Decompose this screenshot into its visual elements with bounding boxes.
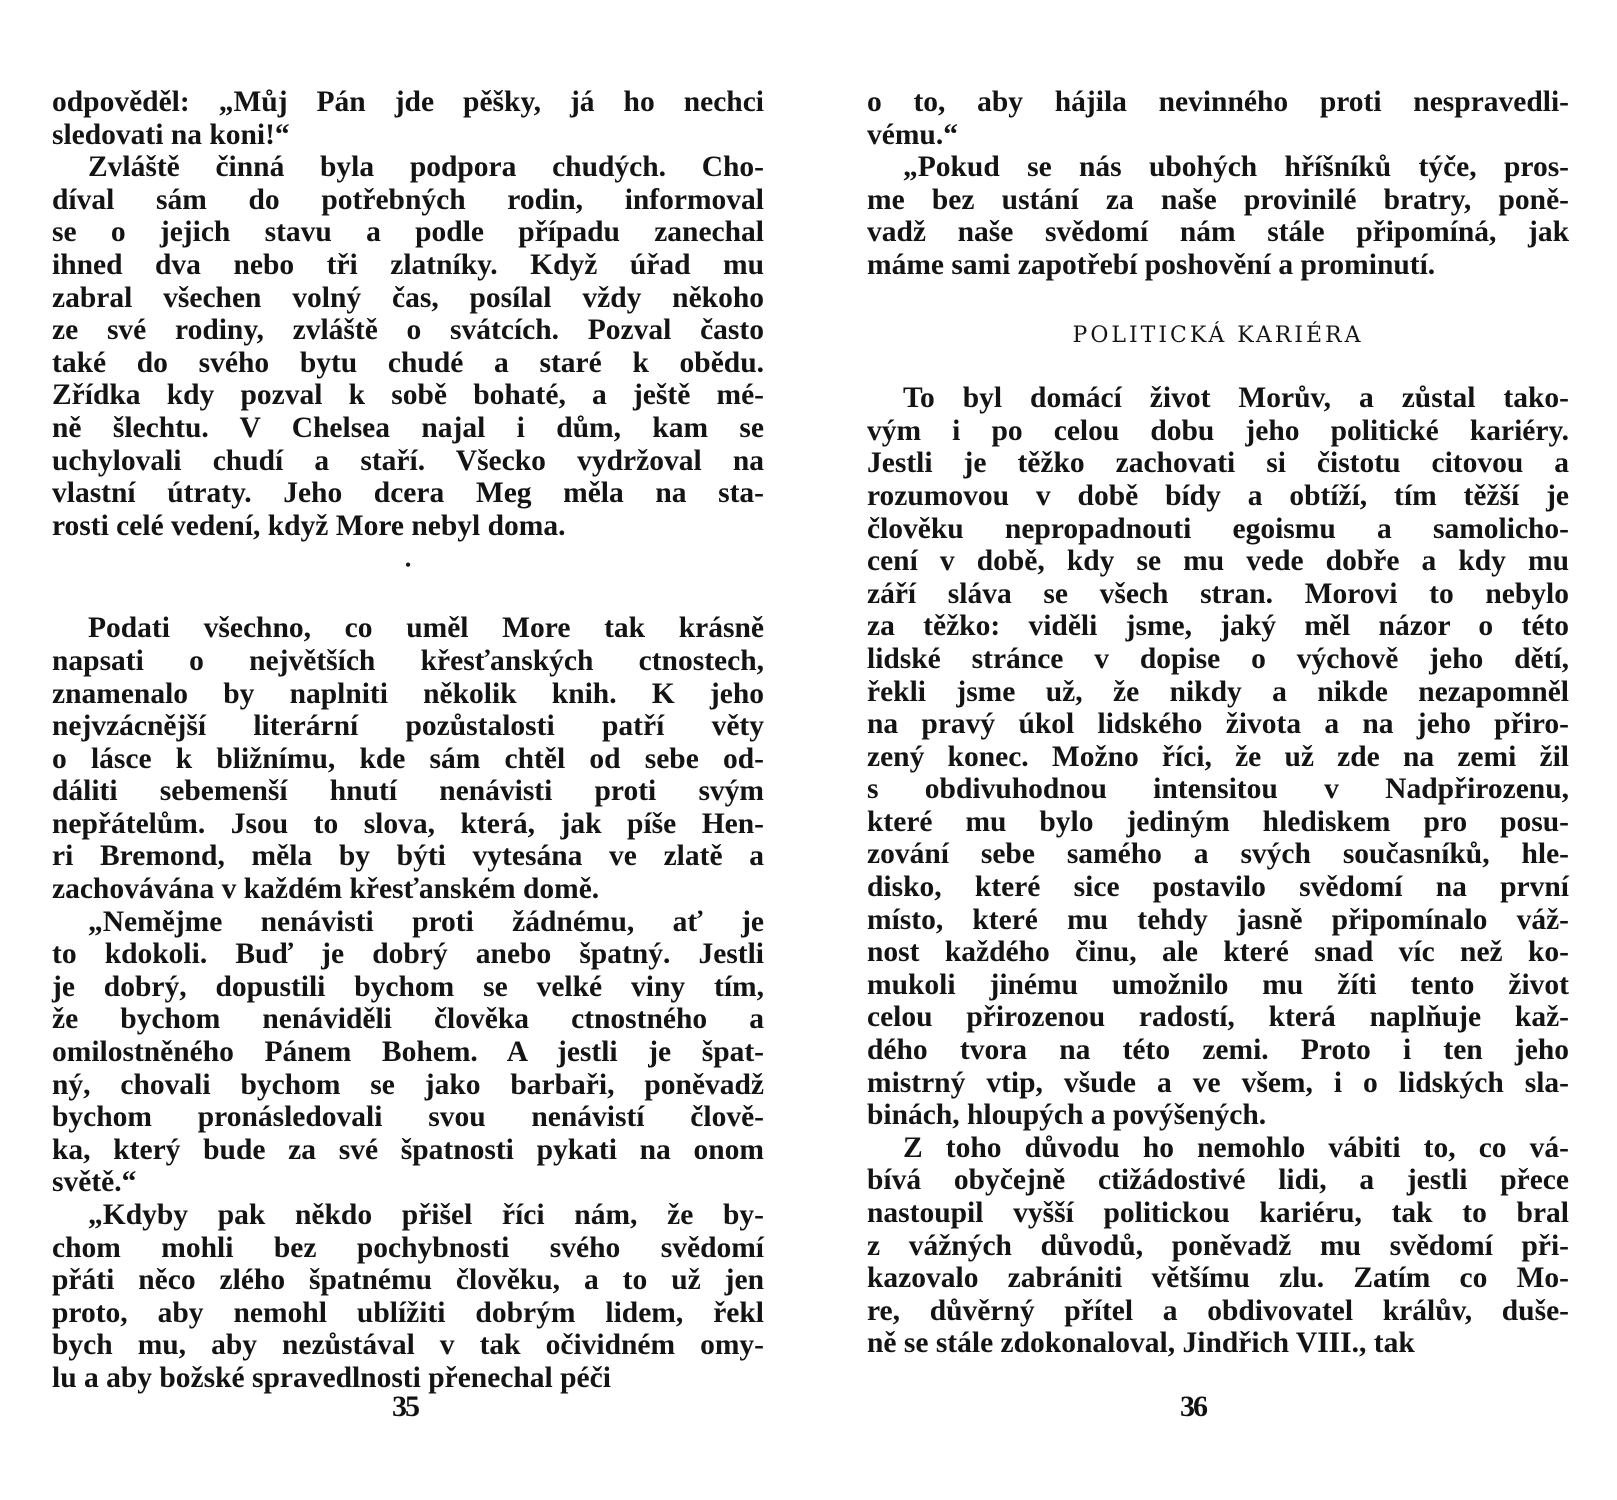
left-page bbox=[52, 86, 764, 1395]
text-line: dého tvora na této zemi. Proto i ten jeho bbox=[867, 1034, 1569, 1067]
text-line: napsati o největších křesťanských ctnostech, bbox=[52, 644, 764, 677]
text-line: bychom pronásledovali svou nenávistí člově- bbox=[52, 1101, 764, 1134]
text-line: disko, které sice postavilo svědomí na první bbox=[867, 871, 1569, 904]
text-line: zachovávána v každém křesťanském domě. bbox=[52, 873, 600, 906]
text-line: září sláva se všech stran. Morovi to nebylo bbox=[867, 577, 1569, 610]
page-number-left: 35 bbox=[392, 1390, 418, 1423]
text-line: ihned dva nebo tři zlatníky. Když úřad mu bbox=[52, 248, 764, 281]
text-line: Z toho důvodu ho nemohlo vábiti to, co vá- bbox=[903, 1131, 1569, 1164]
text-line: „Nemějme nenávisti proti žádnému, ať je bbox=[88, 905, 764, 938]
text-line: člověku nepropadnouti egoismu a samolicho- bbox=[867, 512, 1569, 545]
text-line: z vážných důvodů, poněvadž mu svědomí při- bbox=[867, 1229, 1569, 1262]
text-line: světě.“ bbox=[52, 1166, 137, 1199]
text-line: se o jejich stavu a podle případu zanechal bbox=[52, 216, 764, 249]
text-line: o to, aby hájila nevinného proti nespravedli- bbox=[867, 86, 1569, 118]
text-line: přáti něco zlého špatnému člověku, a to už jen bbox=[52, 1264, 764, 1297]
text-line: které mu bylo jediným hlediskem pro posu- bbox=[867, 805, 1569, 838]
text-line: Zřídka kdy pozval k sobě bohaté, a ještě mé- bbox=[52, 379, 764, 412]
text-line: kazovalo zabrániti většímu zlu. Zatím co Mo- bbox=[867, 1262, 1569, 1295]
text-line: bívá obyčejně ctižádostivé lidi, a jestli přece bbox=[867, 1164, 1569, 1197]
text-line: Podati všechno, co uměl More tak krásně bbox=[88, 612, 764, 645]
text-line: Jestli je těžko zachovati si čistotu citovou a bbox=[867, 447, 1569, 480]
text-line: „Kdyby pak někdo přišel říci nám, že by- bbox=[88, 1199, 764, 1231]
text-line: celou přirozenou radostí, která naplňuje kaž- bbox=[867, 1001, 1569, 1034]
text-line: odpověděl: „Můj Pán jde pěšky, já ho nechci bbox=[52, 86, 764, 118]
text-line: uchylovali chudí a staří. Všecko vydržoval na bbox=[52, 444, 764, 477]
text-line: ri Bremond, měla by býti vytesána ve zlatě a bbox=[52, 840, 764, 873]
text-line: řekli jsme už, že nikdy a nikde nezapomněl bbox=[867, 675, 1569, 708]
text-line: že bychom nenáviděli člověka ctnostného a bbox=[52, 1003, 764, 1036]
text-line: Zvláště činná byla podpora chudých. Cho- bbox=[88, 151, 764, 184]
text-line: rozumovou v době bídy a obtíží, tím těžší je bbox=[867, 479, 1569, 512]
text-line: vému.“ bbox=[867, 118, 958, 151]
text-line: zování sebe samého a svých současníků, hle- bbox=[867, 838, 1569, 871]
text-line: vým i po celou dobu jeho politické kariéry. bbox=[867, 414, 1569, 447]
text-line: binách, hloupých a povýšených. bbox=[867, 1099, 1267, 1132]
text-line: znamenalo by naplniti několik knih. K jeho bbox=[52, 677, 764, 710]
text-line: s obdivuhodnou intensitou v Nadpřirozenu, bbox=[867, 773, 1569, 806]
text-line: lidské stránce v dopise o výchově jeho dětí, bbox=[867, 642, 1569, 675]
text-line: o lásce k bližnímu, kde sám chtěl od sebe od- bbox=[52, 742, 764, 775]
page-number-right: 36 bbox=[1180, 1390, 1206, 1423]
text-line: vlastní útraty. Jeho dcera Meg měla na sta- bbox=[52, 477, 764, 510]
section-ornament: • bbox=[405, 557, 411, 575]
right-page bbox=[867, 86, 1569, 1360]
text-line: To byl domácí život Morův, a zůstal tako- bbox=[903, 382, 1569, 415]
chapter-heading: POLITICKÁ KARIÉRA bbox=[1072, 322, 1364, 348]
text-line: zený konec. Možno říci, že už zde na zemi žil bbox=[867, 740, 1569, 773]
text-line: nepřátelům. Jsou to slova, která, jak píše Hen- bbox=[52, 807, 764, 840]
text-line: proto, aby nemohl ublížiti dobrým lidem, řekl bbox=[52, 1296, 764, 1329]
text-line: máme sami zapotřebí poshovění a prominutí. bbox=[867, 248, 1436, 281]
text-line: je dobrý, dopustili bychom se velké viny tím, bbox=[52, 970, 764, 1003]
text-line: nastoupil vyšší politickou kariéru, tak to bral bbox=[867, 1197, 1569, 1229]
text-line: chom mohli bez pochybnosti svého svědomí bbox=[52, 1231, 764, 1264]
text-line: sledovati na koni!“ bbox=[52, 118, 290, 151]
text-line: „Pokud se nás ubohých hříšníků týče, pros- bbox=[903, 151, 1569, 184]
text-line: za těžko: viděli jsme, jaký měl názor o této bbox=[867, 610, 1569, 643]
text-line: me bez ustání za naše provinilé bratry, poně- bbox=[867, 183, 1569, 216]
text-line: nost každého činu, ale které snad víc než ko- bbox=[867, 936, 1569, 969]
text-line: zabral všechen volný čas, posílal vždy někoho bbox=[52, 281, 764, 314]
text-line: ně se stále zdokonaloval, Jindřich VIII., tak bbox=[867, 1327, 1415, 1360]
text-line: cení v době, kdy se mu vede dobře a kdy mu bbox=[867, 545, 1569, 578]
text-line: ný, chovali bychom se jako barbaři, poněvadž bbox=[52, 1068, 764, 1101]
text-line: ně šlechtu. V Chelsea najal i dům, kam se bbox=[52, 411, 764, 444]
text-line: rosti celé vedení, když More nebyl doma. bbox=[52, 509, 566, 542]
text-line: lu a aby božské spravedlnosti přenechal péči bbox=[52, 1361, 611, 1394]
text-line: mistrný vtip, všude a ve všem, i o lidských sla- bbox=[867, 1066, 1569, 1099]
text-line: re, důvěrný přítel a obdivovatel králův, duše- bbox=[867, 1294, 1569, 1327]
text-line: dáliti sebemenší hnutí nenávisti proti svým bbox=[52, 775, 764, 808]
text-line: díval sám do potřebných rodin, informoval bbox=[52, 183, 764, 216]
text-line: vadž naše svědomí nám stále připomíná, jak bbox=[867, 216, 1569, 249]
text-line: ka, který bude za své špatnosti pykati na onom bbox=[52, 1133, 764, 1166]
text-line: také do svého bytu chudé a staré k obědu. bbox=[52, 346, 764, 379]
text-line: bych mu, aby nezůstával v tak očividném omy- bbox=[52, 1329, 764, 1362]
text-line: mukoli jinému umožnilo mu žíti tento život bbox=[867, 968, 1569, 1001]
text-line: nejvzácnější literární pozůstalosti patří věty bbox=[52, 710, 764, 743]
text-line: ze své rodiny, zvláště o svátcích. Pozval často bbox=[52, 314, 764, 347]
text-line: na pravý úkol lidského života a na jeho přiro- bbox=[867, 708, 1569, 741]
text-line: to kdokoli. Buď je dobrý anebo špatný. Jestli bbox=[52, 938, 764, 971]
text-line: omilostněného Pánem Bohem. A jestli je špat- bbox=[52, 1036, 764, 1069]
text-line: místo, které mu tehdy jasně připomínalo váž- bbox=[867, 903, 1569, 936]
